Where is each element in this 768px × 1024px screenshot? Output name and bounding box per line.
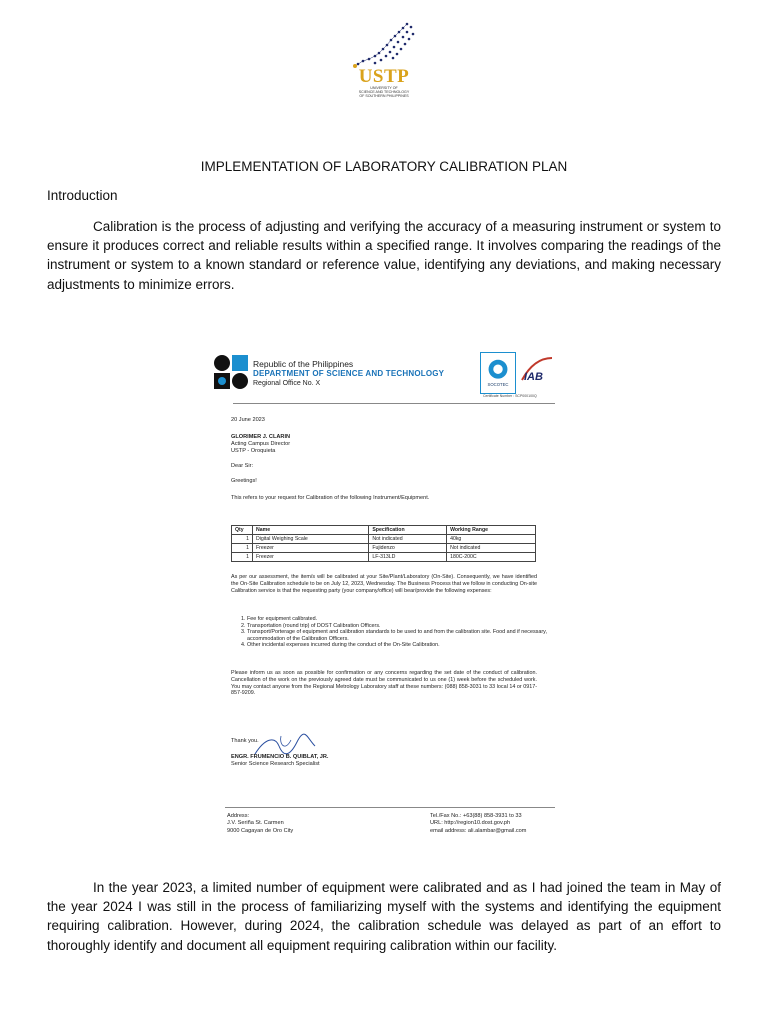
intro-paragraph: Calibration is the process of adjusting and verifying the accuracy of a measuring instrument or system to ensure it produces correct and reliable results within a specified range. It involves comparing the readings of the instrument or system to a known standard or reference value, identifying any deviations, and making necessary adjustments to minimize errors. [47, 219, 721, 292]
inform-paragraph: Please inform us as soon as possible for confirmation or any concerns regarding the set date of the conduct of calibration. Cancellation of the work on the previously agreed date must be communicated to us one (1) week before the scheduled work. You may contact anyone from the Regional Metrology Laboratory staff at these numbers: (088) 858-3031 to 33 local 14 or 0917-857-9209. [231, 670, 537, 697]
table-cell: Digital Weighing Scale [253, 535, 369, 544]
table-cell: Not indicated [369, 535, 447, 544]
table-header-row [232, 526, 536, 535]
table-row [232, 553, 536, 562]
document-title: IMPLEMENTATION OF LABORATORY CALIBRATION PLAN [200, 159, 568, 174]
equipment-table [231, 525, 536, 562]
footer-address: Address: J.V. Seriña St. Carmen 9000 Cagayan de Oro City [227, 813, 294, 834]
signatory-title: Senior Science Research Specialist [231, 761, 320, 767]
dost-logo-icon [211, 352, 251, 392]
table-row [232, 535, 536, 544]
table-header: Name [253, 526, 369, 535]
recipient-position: Acting Campus Director [231, 441, 291, 447]
table-header: Working Range [447, 526, 536, 535]
list-item: 3. Transport/Porterage of equipment and calibration standards to be used to and from the calibration site. Food and if necessary, accommodation of the Calibration Officers. [247, 629, 547, 642]
iab-accreditation-icon [520, 354, 554, 390]
letterhead-divider [233, 403, 555, 404]
footer-divider [225, 807, 555, 808]
table-row [232, 544, 536, 553]
footer-contact: Tel./Fax No.: +63(88) 858-3931 to 33 URL: http://region10.dost.gov.ph email address: ali.alambar@gmail.com [430, 813, 527, 834]
table-cell: Fujidenzo [369, 544, 447, 553]
table-cell: 40kg [447, 535, 536, 544]
reference-line: This refers to your request for Calibration of the following Instrument/Equipment. [231, 495, 430, 501]
svg-text:IAB: IAB [524, 371, 543, 383]
table-cell: 1 [232, 544, 253, 553]
table-cell: 1 [232, 535, 253, 544]
letterhead-department: DEPARTMENT OF SCIENCE AND TECHNOLOGY [253, 369, 445, 378]
list-item: 1. Fee for equipment calibrated. [247, 616, 547, 623]
salutation: Dear Sir: [231, 463, 254, 469]
recipient-name: GLORIMER J. CLARIN [231, 434, 291, 440]
logo-subtitle: UNIVERSITY OF SCIENCE AND TECHNOLOGY OF SOUTHERN PHILIPPINES [358, 86, 410, 99]
letter-date: 20 June 2023 [231, 417, 265, 423]
certificate-number: Certificate Number : SCP000100Q [483, 394, 537, 398]
table-header: Specification [369, 526, 447, 535]
embedded-letter-image [205, 344, 565, 849]
assessment-paragraph: As per our assessment, the item/s will be calibrated at your Site/Plant/Laboratory (On-Site). Consequently, we have identified the On-Site Calibration schedule to be on July 12, 2023, Wednesday. The Business Process that we follow in conducting On-site Calibration service is that the requesting party (your company/office) will bear/provide the following expenses: [231, 574, 537, 594]
table-cell: Freezer [253, 553, 369, 562]
socotec-cert-icon [480, 352, 516, 394]
body-paragraph: In the year 2023, a limited number of equipment were calibrated and as I had joined the team in May of the year 2024 I was still in the process of familiarizing myself with the systems and identifying the equipment requiring calibration. However, during 2024, the calibration schedule was delayed as part of an effort to thoroughly identify and document all equipment requiring calibration within our facility. [47, 880, 721, 953]
signatory-name: ENGR. FRUMENCIO B. QUIBLAT, JR. [231, 754, 329, 760]
svg-text:SOCOTEC: SOCOTEC [487, 382, 509, 388]
intro-heading: Introduction [47, 188, 118, 203]
table-cell: LF-313LD [369, 553, 447, 562]
table-cell: 1 [232, 553, 253, 562]
expenses-list [237, 616, 547, 649]
table-cell: 180C-200C [447, 553, 536, 562]
letterhead-republic: Republic of the Philippines [253, 359, 354, 369]
list-item: 4. Other incidental expenses incurred during the conduct of the On-Site Calibration. [247, 642, 547, 649]
greeting: Greetings! [231, 478, 257, 484]
table-cell: Freezer [253, 544, 369, 553]
closing: Thank you. [231, 738, 259, 744]
list-item: 2. Transportation (round trip) of DOST Calibration Officers. [247, 623, 547, 630]
table-cell: Not indicated [447, 544, 536, 553]
recipient-campus: USTP - Oroquieta [231, 448, 276, 454]
table-header: Qty [232, 526, 253, 535]
logo-wordmark: USTP [358, 66, 410, 87]
letterhead-region: Regional Office No. X [253, 380, 321, 387]
